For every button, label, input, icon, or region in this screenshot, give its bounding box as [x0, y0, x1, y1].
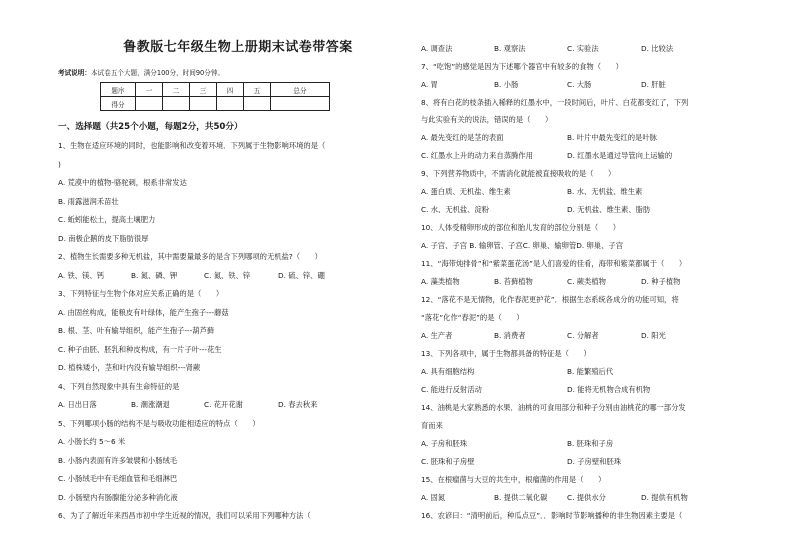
- score-cell: [136, 97, 163, 111]
- option-line: D. 小肠壁内有肠腺能分泌多种消化液: [58, 493, 178, 502]
- option-item: A. 蛋白质、无机盐、维生素: [421, 187, 511, 196]
- option-line: C. 种子由胚、胚乳和种皮构成，有一片子叶---花生: [58, 345, 222, 354]
- option-item: D. 阳光: [641, 331, 666, 340]
- option-item: B. 叶片中最先变红的是叶脉: [567, 133, 657, 142]
- option-line: A. 子宫、子宫 B. 输卵管、子宫C. 卵巢、输卵管D. 卵巢、子宫: [421, 241, 623, 250]
- score-cell: [163, 97, 190, 111]
- option-item: C. 胚珠和子房壁: [421, 457, 475, 466]
- option-item: A. 调查法: [421, 44, 453, 53]
- option-line: D. 南极企鹅的皮下脂肪很厚: [58, 234, 149, 243]
- option-item: D. 提供有机物: [641, 493, 688, 502]
- option-item: B. 观察法: [494, 44, 526, 53]
- score-table-score-row: [101, 97, 330, 111]
- option-line: B. 小肠内表面有许多皱襞和小肠绒毛: [58, 456, 178, 465]
- option-item: A. 固氮: [421, 493, 446, 502]
- score-header-cell: 五: [244, 83, 271, 97]
- option-item: A. 具有细胞结构: [421, 367, 475, 376]
- option-item: D. 子房壁和胚珠: [567, 457, 622, 466]
- score-row-label: 得分: [101, 97, 136, 111]
- score-table-header-row: [101, 83, 330, 97]
- option-item: D. 能将无机物合成有机物: [567, 385, 651, 394]
- exam-instructions: [58, 67, 224, 77]
- option-item: C. 氮、铁、锌: [204, 271, 251, 280]
- score-cell: [244, 97, 271, 111]
- option-item: A. 胃: [421, 80, 438, 89]
- option-item: D. 比较法: [641, 44, 674, 53]
- instructions-text: 本试卷五个大题，满分100分，时间90分钟。: [90, 69, 225, 77]
- option-item: B. 潮涨潮退: [131, 400, 170, 409]
- option-item: B. 小肠: [494, 80, 519, 89]
- question-line: 7、“吃饱”的感觉是因为下述哪个器官中有较多的食物（ ）: [421, 62, 623, 71]
- question-line: 9、下列营养物质中，不需消化就能被直接吸收的是（ ）: [421, 169, 616, 178]
- section-heading: 一、选择题（共25个小题，每题2分，共50分）: [58, 122, 243, 132]
- option-line: D. 植株矮小，茎和叶内没有输导组织---肾蕨: [58, 363, 201, 372]
- question-line: ): [58, 160, 61, 169]
- option-item: B. 苔藓植物: [494, 277, 533, 286]
- option-item: C. 分解者: [567, 331, 599, 340]
- option-item: B. 胚珠和子房: [567, 439, 614, 448]
- score-table: [100, 82, 330, 111]
- page-title: 鲁教版七年级生物上册期末试卷带答案: [123, 40, 353, 55]
- score-header-cell: 总分: [271, 83, 330, 97]
- option-line: B. 根、茎、叶有输导组织，能产生孢子---葫芦藓: [58, 326, 215, 335]
- option-line: C. 小肠绒毛中有毛细血管和毛细淋巴: [58, 474, 178, 483]
- question-line: 3、下列特征与生物个体对应关系正确的是（ ）: [58, 289, 224, 298]
- option-line: C. 蚯蚓能松土，提高土壤肥力: [58, 215, 156, 224]
- question-line: 13、下列各项中，属于生物都具备的特征是（ ）: [421, 349, 591, 358]
- option-item: A. 藻类植物: [421, 277, 460, 286]
- option-item: C. 能进行反射活动: [421, 385, 482, 394]
- score-header-cell: 二: [163, 83, 190, 97]
- option-item: A. 子房和胚珠: [421, 439, 467, 448]
- score-cell: [217, 97, 244, 111]
- option-item: A. 生产者: [421, 331, 453, 340]
- option-item: A. 最先变红的是茎的表面: [421, 133, 504, 142]
- question-line: “落花”化作“春泥”的是（ ）: [421, 313, 524, 322]
- option-item: C. 花开花谢: [204, 400, 243, 409]
- option-item: D. 无机盐、维生素、脂肪: [567, 205, 651, 214]
- question-line: 12、“落花不是无情物，化作春泥更护花”．根据生态系统各成分的功能可知，将: [421, 295, 679, 304]
- score-header-cell: 四: [217, 83, 244, 97]
- option-item: B. 能繁殖后代: [567, 367, 614, 376]
- option-item: B. 氮、磷、钾: [131, 271, 178, 280]
- option-item: C. 实验法: [567, 44, 599, 53]
- option-item: D. 红墨水是通过导管向上运输的: [567, 151, 673, 160]
- option-line: B. 雨露滋润禾苗壮: [58, 197, 119, 206]
- option-item: B. 水、无机盐、维生素: [567, 187, 643, 196]
- question-line: 11、“海带炖排骨”和“紫菜蛋花汤”是人们喜爱的佳肴，海带和紫菜都属于（ ）: [421, 259, 687, 268]
- option-item: D. 种子植物: [641, 277, 681, 286]
- score-header-cell: 三: [190, 83, 217, 97]
- question-line: 6、为了了解近年来西昌市初中学生近视的情况，我们可以采用下列哪种方法（: [58, 511, 311, 520]
- question-line: 15、在根瘤菌与大豆的共生中，根瘤菌的作用是（ ）: [421, 475, 606, 484]
- question-line: 2、植物生长需要多种无机盐，其中需要量最多的是含下列哪项的无机盐?（ ）: [58, 252, 322, 261]
- question-line: 8、将有白花的枝条插入稀释的红墨水中，一段时间后，叶片、白花都变红了，下列: [421, 98, 689, 107]
- option-item: A. 日出日落: [58, 400, 97, 409]
- question-line: 育而来: [421, 421, 443, 430]
- question-line: 14、油桃是大家熟悉的水果．油桃的可食用部分和种子分别由油桃花的哪一部分发: [421, 403, 686, 412]
- option-item: C. 提供水分: [567, 493, 606, 502]
- option-line: A. 由固丝构成，能粮皮有叶绿体，能产生孢子---蘑菇: [58, 308, 229, 317]
- option-item: D. 硫、锌、硼: [278, 271, 325, 280]
- score-header-cell: 题序: [101, 83, 136, 97]
- question-line: 4、下列自然现象中具有生命特征的是: [58, 382, 180, 391]
- option-item: C. 蕨类植物: [567, 277, 606, 286]
- option-item: D. 春去秋来: [278, 400, 318, 409]
- question-line: 1、生物在适应环境的同时，也能影响和改变着环境．下列属于生物影响环境的是（: [58, 141, 326, 150]
- question-line: 与此实验有关的说法，错误的是（ ）: [421, 115, 553, 124]
- score-header-cell: 一: [136, 83, 163, 97]
- option-item: D. 肝脏: [641, 80, 666, 89]
- option-item: B. 消费者: [494, 331, 526, 340]
- option-item: C. 大肠: [567, 80, 592, 89]
- question-line: 5、下列哪项小肠的结构不是与吸收功能相适应的特点（ ）: [58, 419, 260, 428]
- option-item: A. 铁、镁、钙: [58, 271, 104, 280]
- question-line: 10、人体受精卵形成的部位和胎儿发育的部位分别是（ ）: [421, 223, 621, 232]
- score-cell: [271, 97, 330, 111]
- instructions-label: 考试说明：: [58, 69, 91, 77]
- option-item: B. 提供二氧化碳: [494, 493, 548, 502]
- question-line: 16、农谚曰：“清明前后，种瓜点豆”．．影响时节影响播种的非生物因素主要是（: [421, 511, 683, 520]
- option-line: A. 小肠长约 5～6 米: [58, 437, 126, 446]
- option-item: C. 红墨水上升的动力来自蒸腾作用: [421, 151, 533, 160]
- option-item: C. 水、无机盐、淀粉: [421, 205, 490, 214]
- option-line: A. 荒漠中的植物-骆驼刺，根系非常发达: [58, 178, 187, 187]
- score-cell: [190, 97, 217, 111]
